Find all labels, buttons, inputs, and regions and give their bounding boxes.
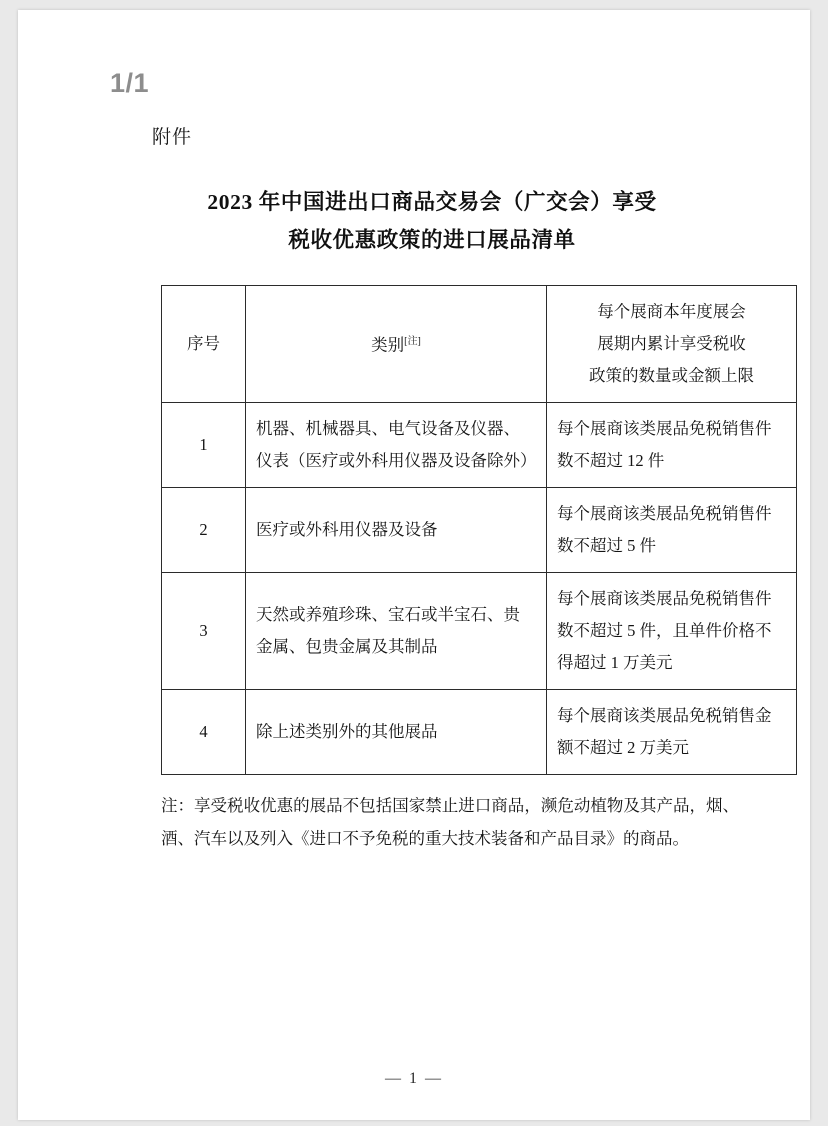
title-line-1: 2023 年中国进出口商品交易会（广交会）享受	[207, 190, 657, 214]
page-footer-number: — 1 —	[385, 1070, 443, 1087]
page-title	[148, 183, 716, 259]
column-header-limit-line-2: 展期内累计享受税收	[597, 334, 746, 353]
row-category: 天然或养殖珍珠、宝石或半宝石、贵金属、包贵金属及其制品	[246, 573, 547, 690]
table-footnote: 注：享受税收优惠的展品不包括国家禁止进口商品，濒危动植物及其产品，烟、酒、汽车以及列入《进口不予免税的重大技术装备和产品目录》的商品。	[161, 796, 739, 848]
table-row	[162, 690, 797, 775]
column-header-no: 序号	[162, 286, 246, 403]
row-no: 2	[162, 488, 246, 573]
table-header-row	[162, 286, 797, 403]
table-row	[162, 403, 797, 488]
exhibit-list-table	[161, 285, 797, 775]
row-category: 机器、机械器具、电气设备及仪器、仪表（医疗或外科用仪器及设备除外）	[246, 403, 547, 488]
row-no: 4	[162, 690, 246, 775]
column-header-limit-line-3: 政策的数量或金额上限	[589, 366, 754, 385]
column-header-category-note-mark: [注]	[404, 336, 421, 348]
table-header	[162, 286, 797, 403]
row-limit: 每个展商该类展品免税销售件数不超过 12 件	[547, 403, 797, 488]
column-header-limit	[547, 286, 797, 403]
table-row	[162, 573, 797, 690]
column-header-limit-line-1: 每个展商本年度展会	[597, 302, 746, 321]
row-limit: 每个展商该类展品免税销售金额不超过 2 万美元	[547, 690, 797, 775]
row-category: 医疗或外科用仪器及设备	[246, 488, 547, 573]
document-content	[132, 122, 772, 855]
row-category: 除上述类别外的其他展品	[246, 690, 547, 775]
table-row	[162, 488, 797, 573]
column-header-category-text: 类别	[371, 335, 405, 355]
attachment-label: 附件	[152, 127, 193, 148]
page-indicator: 1/1	[110, 68, 150, 98]
document-page	[18, 10, 810, 1120]
row-limit: 每个展商该类展品免税销售件数不超过 5 件，且单件价格不得超过 1 万美元	[547, 573, 797, 690]
table-body	[162, 403, 797, 775]
column-header-category	[246, 286, 547, 403]
title-line-2: 税收优惠政策的进口展品清单	[288, 228, 576, 252]
row-limit: 每个展商该类展品免税销售件数不超过 5 件	[547, 488, 797, 573]
row-no: 3	[162, 573, 246, 690]
row-no: 1	[162, 403, 246, 488]
